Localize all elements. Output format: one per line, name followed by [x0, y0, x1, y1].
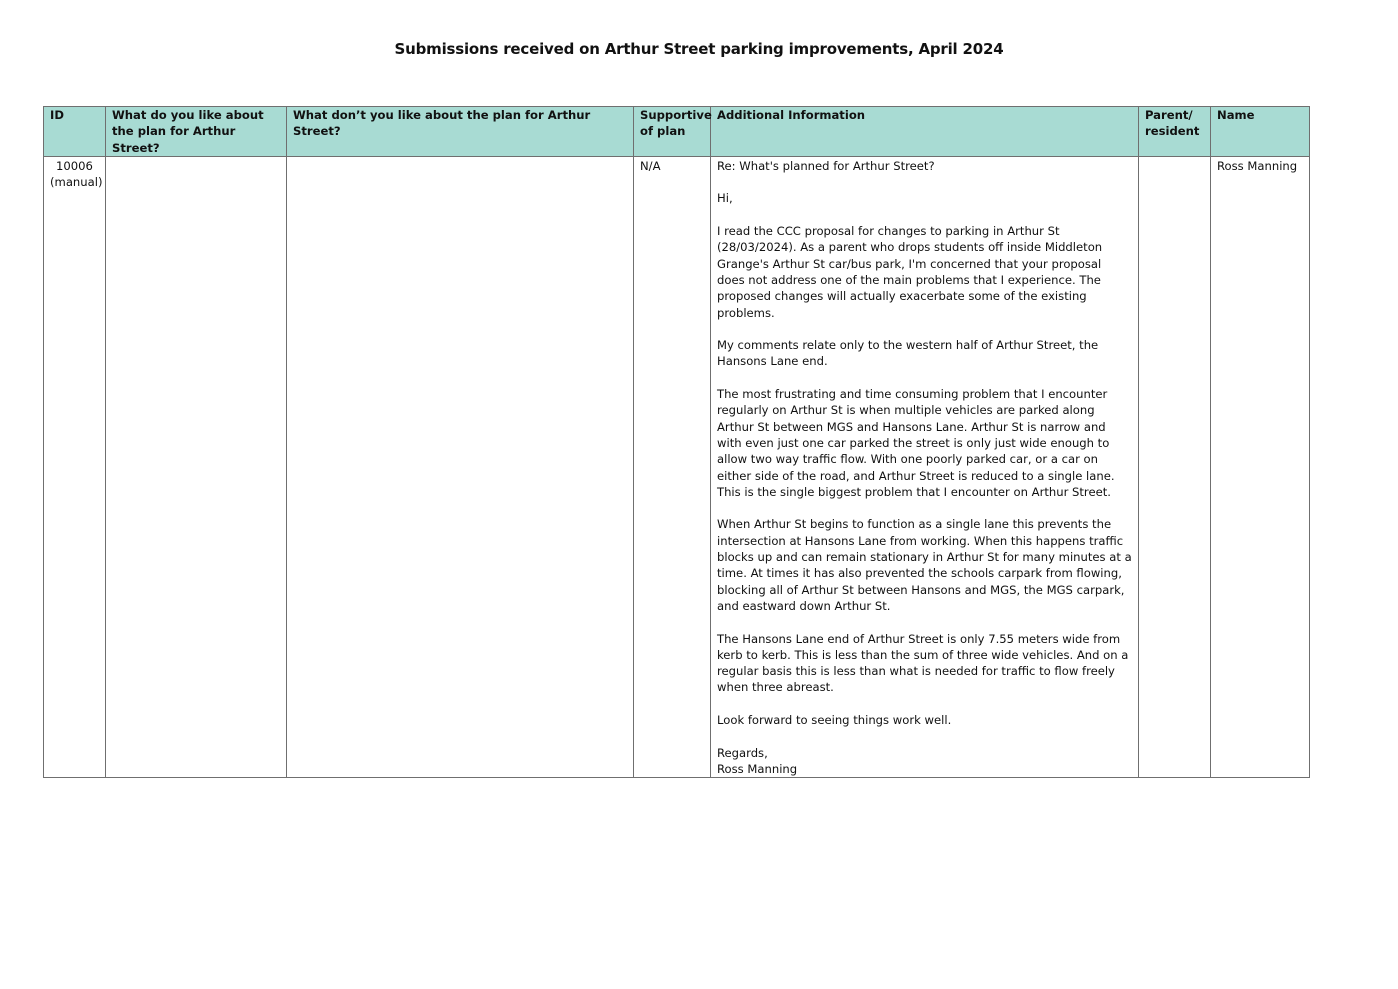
email-greeting: Hi,: [717, 191, 733, 206]
parent-resident-cell: [1139, 156, 1211, 777]
table-header-row: [44, 107, 1310, 157]
email-paragraph-1: I read the CCC proposal for changes to parking in Arthur St (28/03/2024). As a parent who drops students off inside Middleton Grange's Arthur St car/bus park, I'm concerned that your proposal does not address one of the main problems that I experience. The proposed changes will actually exacerbate some of the existing problems.: [717, 224, 1103, 320]
column-header-dislike: What don’t you like about the plan for Arthur Street?: [287, 107, 634, 157]
email-paragraph-3: The most frustrating and time consuming problem that I encounter regularly on Arthur St is when multiple vehicles are parked along Arthur St between MGS and Hansons Lane. Arthur St is narrow and with even just one car parked the street is only just wide enough to allow two way traffic flow. With one poorly parked car, or a car on either side of the road, and Arthur Street is reduced to a single lane. This is the single biggest problem that I encounter on Arthur Street.: [717, 387, 1115, 499]
email-paragraph-2: My comments relate only to the western half of Arthur Street, the Hansons Lane end.: [717, 338, 1099, 369]
email-subject: Re: What's planned for Arthur Street?: [717, 158, 935, 173]
submission-id: 10006: [56, 158, 93, 173]
table-row: [44, 156, 1310, 777]
submission-id-note: (manual): [50, 175, 103, 190]
column-header-additional-information: Additional Information: [711, 107, 1139, 157]
email-signature: Ross Manning: [717, 761, 798, 776]
column-header-parent-resident: Parent/ resident: [1139, 107, 1211, 157]
email-paragraph-5: The Hansons Lane end of Arthur Street is only 7.55 meters wide from kerb to kerb. This is less than the sum of three wide vehicles. And on a regular basis this is less than what is needed for traffic to flow freely when three abreast.: [717, 631, 1129, 695]
email-paragraph-6: Look forward to seeing things work well.: [717, 712, 952, 727]
additional-information-cell: [711, 156, 1139, 777]
name-cell: Ross Manning: [1211, 156, 1310, 777]
column-header-name: Name: [1211, 107, 1310, 157]
email-paragraph-4: When Arthur St begins to function as a single lane this prevents the intersection at Hansons Lane from working. When this happens traffic blocks up and can remain stationary in Arthur St for many minutes at a time. At times it has also prevented the schools carpark from flowing, blocking all of Arthur St between Hansons and MGS, the MGS carpark, and eastward down Arthur St.: [717, 517, 1132, 613]
like-cell: [106, 156, 287, 777]
column-header-supportive: Supportive of plan: [634, 107, 711, 157]
email-signoff: Regards,: [717, 745, 768, 760]
column-header-id: ID: [44, 107, 106, 157]
page-title: Submissions received on Arthur Street parking improvements, April 2024: [394, 40, 1004, 58]
column-header-like: What do you like about the plan for Arthur Street?: [106, 107, 287, 157]
id-cell: [44, 156, 106, 777]
submissions-table: [43, 106, 1310, 778]
supportive-cell: N/A: [634, 156, 711, 777]
dislike-cell: [287, 156, 634, 777]
